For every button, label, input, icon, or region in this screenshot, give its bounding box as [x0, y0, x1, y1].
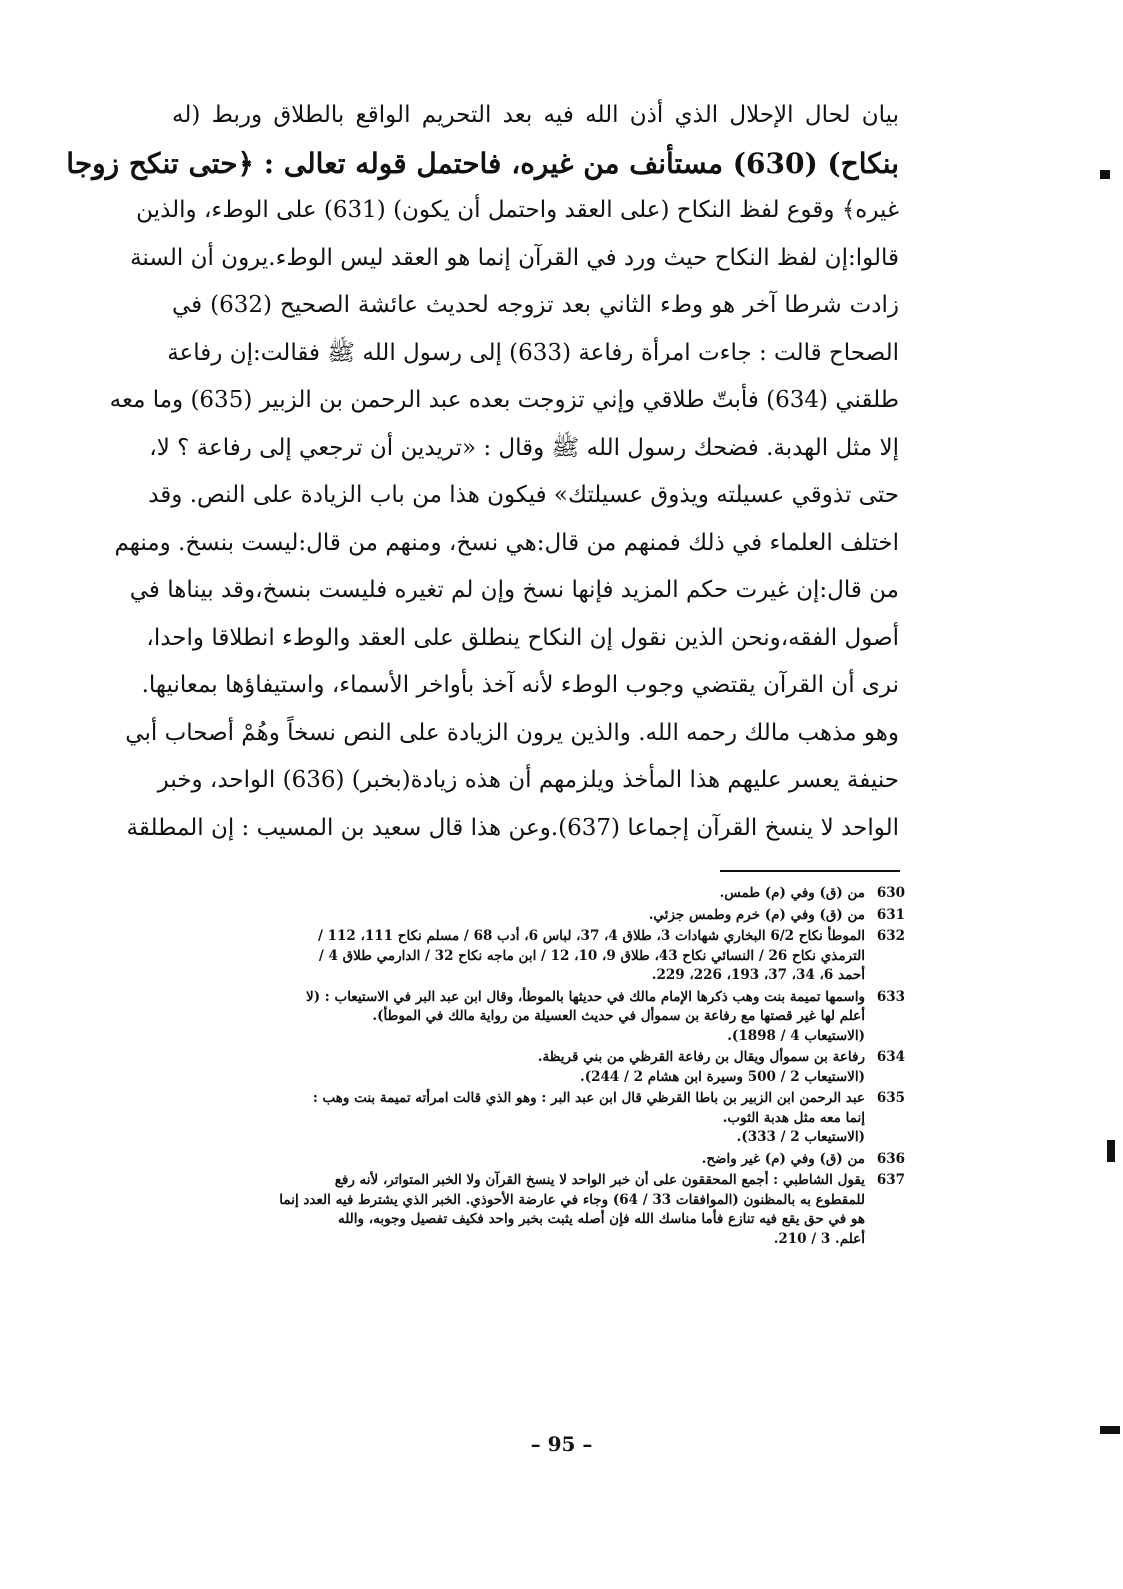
footnote-line: (الاستيعاب 4 / 1898).	[727, 1027, 865, 1044]
footnote-635	[160, 1089, 905, 1148]
footnote-line: للمقطوع به بالمظنون (الموافقات 33 / 64) وجاء في عارضة الأحوذي. الخبر الذي يشترط فيه العدد إنما	[279, 1191, 865, 1208]
footnote-line: (الاستيعاب 2 / 333).	[736, 1129, 865, 1145]
footnote-637	[160, 1171, 905, 1249]
text-line: اختلف العلماء في ذلك فمنهم من قال:هي نسخ، ومنهم من قال:ليست بنسخ. ومنهم	[114, 529, 899, 556]
footnote-number: 633	[876, 988, 905, 1005]
scan-edge-mark	[1100, 1426, 1120, 1434]
footnote-text	[160, 988, 865, 1047]
text-line: حتى تذوقي عسيلته ويذوق عسيلتك» فيكون هذا من باب الزيادة على النص. وقد	[148, 482, 899, 508]
footnotes-section	[160, 884, 905, 1251]
footnote-line: رفاعة بن سموأل ويقال بن رفاعة القرظي من بني قريظة.	[537, 1049, 865, 1065]
text-line: غيره﴾ وقوع لفظ النكاح (على العقد واحتمل أن يكون) (631) على الوطء، والذين	[136, 197, 899, 223]
footnote-632	[160, 927, 905, 986]
text-line: وهو مذهب مالك رحمه الله. والذين يرون الزيادة على النص نسخاً وهُمْ أصحاب أبي	[125, 719, 899, 746]
footnote-number: 630	[876, 885, 905, 901]
footnote-number: 631	[876, 906, 905, 923]
text-line: إلا مثل الهدبة. فضحك رسول الله ﷺ وقال : «تريدين أن ترجعي إلى رفاعة ؟ لا،	[149, 434, 899, 461]
footnote-630	[160, 884, 905, 904]
footnote-line: من (ق) وفي (م) خرم وطمس جزئي.	[648, 906, 865, 923]
footnote-text	[160, 1048, 865, 1087]
footnote-line: من (ق) وفي (م) طمس.	[719, 885, 865, 901]
text-line: الواحد لا ينسخ القرآن إجماعا (637).وعن هذا قال سعيد بن المسيب : إن المطلقة	[126, 814, 899, 841]
scan-edge-mark	[1100, 170, 1110, 179]
footnote-634	[160, 1048, 905, 1087]
text-line: قالوا:إن لفظ النكاح حيث ورد في القرآن إنما هو العقد ليس الوطء.يرون أن السنة	[130, 244, 899, 271]
footnote-text	[160, 927, 865, 986]
footnote-number: 636	[876, 1150, 905, 1167]
footnote-line: واسمها تميمة بنت وهب ذكرها الإمام مالك في حديثها بالموطأ، وقال ابن عبد البر في الاستيعاب : (لا	[306, 988, 865, 1005]
footnote-line: من (ق) وفي (م) غير واضح.	[701, 1150, 865, 1167]
footnote-text	[160, 1171, 865, 1249]
text-line: حنيفة يعسر عليهم هذا المأخذ ويلزمهم أن هذه زيادة(بخبر) (636) الواحد، وخبر	[157, 767, 899, 793]
footnote-separator	[720, 870, 900, 872]
text-line: من قال:إن غيرت حكم المزيد فإنها نسخ وإن لم تغيره فليست بنسخ،وقد بيناها في	[129, 577, 899, 603]
footnote-text	[160, 884, 865, 904]
footnote-line: أحمد 6، 34، 37، 193، 226، 229.	[651, 967, 865, 983]
footnote-636	[160, 1150, 905, 1170]
footnote-text	[160, 1089, 865, 1148]
text-line: طلقني (634) فأبتّ طلاقي وإني تزوجت بعده عبد الرحمن بن الزبير (635) وما معه	[109, 387, 899, 413]
footnote-line: هو في حق يقع فيه تنازع فأما مناسك الله فإن أصله يثبت بخبر واحد فكيف تفصيل وجوبه، والله	[337, 1211, 865, 1227]
footnote-line: يقول الشاطبي : أجمع المحققون على أن خبر الواحد لا ينسخ القرآن ولا الخبر المتواتر، لأنه رفع	[334, 1172, 865, 1188]
text-line: زادت شرطا آخر هو وطء الثاني بعد تزوجه لحديث عائشة الصحيح (632) في	[172, 292, 900, 318]
main-text-body	[66, 92, 900, 852]
footnote-line: أعلم لها غير قصتها مع رفاعة بن سموأل في حديث العسيلة من رواية مالك في الموطأ).	[372, 1008, 865, 1024]
footnote-line: إنما معه مثل هدبة الثوب.	[722, 1109, 865, 1126]
footnote-line: الموطأ نكاح 6/2 البخاري شهادات 3، طلاق 4، 37، لباس 6، أدب 68 / مسلم نكاح 111، 112 /	[317, 928, 865, 944]
footnote-text	[160, 906, 865, 926]
text-line: بيان لحال الإحلال الذي أذن الله فيه بعد التحريم الواقع بالطلاق وربط (له	[172, 102, 899, 128]
footnote-line: أعلم. 3 / 210.	[773, 1230, 865, 1247]
footnote-line: الترمذي نكاح 26 / النسائي نكاح 43، طلاق 9، 10، 12 / ابن ماجه نكاح 32 / الدارمي طلاق 4 /	[318, 947, 865, 964]
text-line: الصحاح قالت : جاءت امرأة رفاعة (633) إلى رسول الله ﷺ فقالت:إن رفاعة	[167, 339, 899, 366]
footnote-631	[160, 906, 905, 926]
scan-edge-mark	[1107, 1140, 1115, 1162]
footnote-number: 635	[876, 1090, 905, 1106]
footnote-line: عبد الرحمن ابن الزبير بن باطا القرظي قال ابن عبد البر : وهو الذي قالت امرأته تميمة بنت وهب :	[312, 1090, 865, 1106]
footnote-text	[160, 1150, 865, 1170]
footnote-number: 632	[876, 928, 905, 944]
text-line: أصول الفقه،ونحن الذين نقول إن النكاح ينطلق على العقد والوطء انطلاقا واحدا،	[146, 624, 899, 651]
footnote-number: 637	[876, 1172, 905, 1188]
text-line: بنكاح) (630) مستأنف من غيره، فاحتمل قوله تعالى : ﴿حتى تنكح زوجا	[66, 146, 899, 180]
text-line: نرى أن القرآن يقتضي وجوب الوطء لأنه آخذ بأواخر الأسماء، واستيفاؤها بمعانيها.	[141, 672, 899, 698]
footnote-633	[160, 988, 905, 1047]
footnote-line: (الاستيعاب 2 / 500 وسيرة ابن هشام 2 / 244).	[580, 1068, 865, 1085]
page-number: – 95 –	[530, 1432, 593, 1456]
footnote-number: 634	[876, 1049, 905, 1065]
